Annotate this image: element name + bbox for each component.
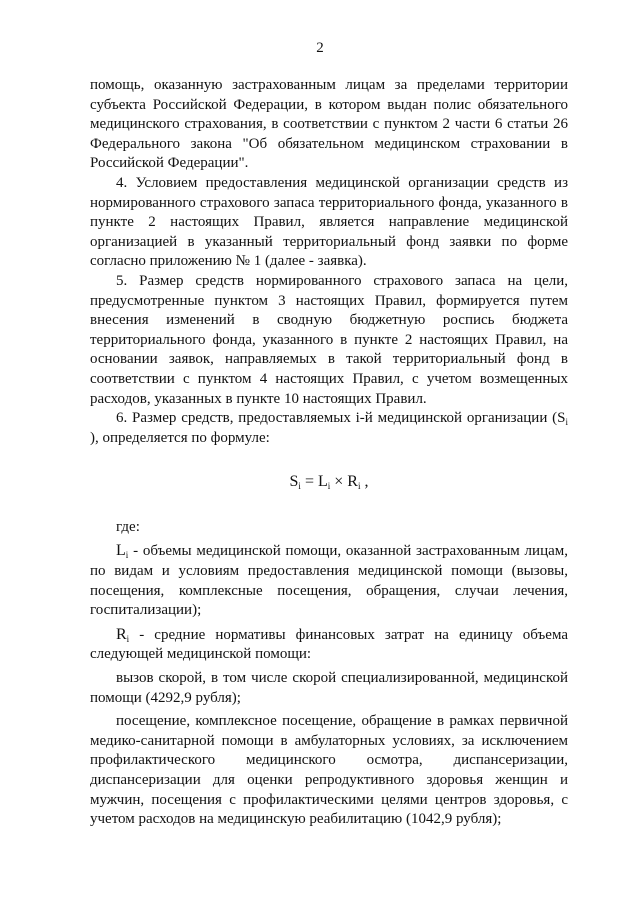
paragraph-6-subscript: i [565,417,568,428]
formula-tail: , [360,473,369,491]
document-body [90,76,568,830]
paragraph-5: 5. Размер средств нормированного страхового запаса на цели, предусмотренные пунктом 3 настоящих Правил, формируется путем внесения изменений в сводную бюджетную роспись бюджета территориального фонда, указанного в пункте 2 настоящих Правил, на основании заявок, направляемых в такой территориальный фонд в соответствии с пунктом 4 настоящих Правил, с учетом возмещенных расходов, указанных в пункте 10 настоящих Правил. [90,272,568,407]
formula-times: × R [330,473,358,491]
paragraph-6-start: 6. Размер средств, предоставляемых i-й медицинской организации (S [116,410,566,427]
paragraph-6 [90,409,568,448]
formula-r-sub: i [357,481,361,492]
formula-eq: = L [300,473,328,491]
definition-r-var: R [116,625,127,643]
definition-r [90,625,568,665]
paragraph-6-end: ), определяется по формуле: [90,429,270,446]
definition-r-sub: i [126,633,130,644]
item-ambulance-call: вызов скорой, в том числе скорой специализированной, медицинской помощи (4292,9 рубля); [90,670,568,706]
definition-l-var: L [116,542,126,560]
definition-l-sub: i [125,550,129,561]
page-number: 2 [316,40,324,56]
definition-l-text: - объемы медицинской помощи, оказанной застрахованным лицам, по видам и условиям предоставления медицинской помощи (вызовы, посещения, комплексные посещения, обращения, случаи лечения, госпитализации); [90,543,568,619]
paragraph-continuation: помощь, оказанную застрахованным лицам за пределами территории субъекта Российской Федерации, в котором выдан полис обязательного медицинского страхования, в соответствии с пунктом 2 части 6 статьи 26 Федерального закона "Об обязательном медицинском страховании в Российской Федерации". [90,77,568,172]
formula-s-sub: i [298,481,301,492]
definition-r-text: - средние нормативы финансовых затрат на единицу объема следующей медицинской помощи: [90,626,568,663]
formula-l-sub: i [327,481,331,492]
paragraph-4: 4. Условием предоставления медицинской организации средств из нормированного страхового запаса территориального фонда, указанного в пункте 2 настоящих Правил, является направление медицинской организацией в указанный территориальный фонд заявки по форме согласно приложению № 1 (далее - заявка). [90,174,568,270]
definition-l [90,541,568,620]
where-label: где: [116,518,140,535]
formula [90,472,568,492]
formula-s: S [289,473,299,491]
item-visit: посещение, комплексное посещение, обращение в рамках первичной медико-санитарной помощи в амбулаторных условиях, за исключением профилактического медицинского осмотра, диспансеризации, диспансеризации для оценки репродуктивного здоровья женщин и мужчин, посещения с профилактическими целями центров здоровья, с учетом расходов на медицинскую реабилитацию (1042,9 рубля); [90,713,568,828]
